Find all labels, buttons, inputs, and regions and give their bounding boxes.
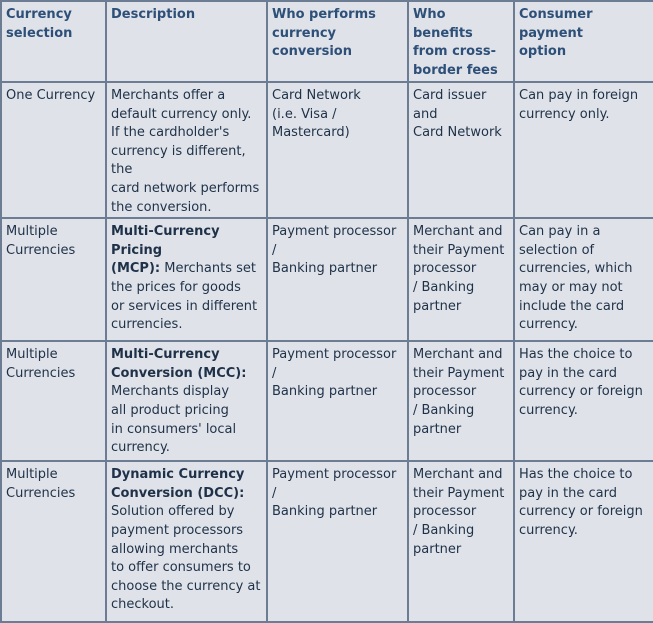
cell-who-benefits: Merchant and their Payment processor / Banking partner xyxy=(408,461,514,622)
cell-who-performs: Payment processor / Banking partner xyxy=(267,461,408,622)
cell-payment-option: Can pay in a selection of currencies, which may or may not include the card currency. xyxy=(514,218,653,341)
header-row xyxy=(1,1,653,82)
cell-payment-option: Has the choice to pay in the card currency or foreign currency. xyxy=(514,461,653,622)
table-row xyxy=(1,341,653,461)
cell-description xyxy=(106,218,267,341)
cell-description xyxy=(106,82,267,218)
description-term: Multi-Currency Conversion (MCC): xyxy=(111,347,247,381)
cell-who-benefits: Card issuer and Card Network xyxy=(408,82,514,218)
header-who-performs-conversion: Who performs currency conversion xyxy=(267,1,408,82)
cell-who-performs: Payment processor / Banking partner xyxy=(267,341,408,461)
cell-who-benefits: Merchant and their Payment processor / Banking partner xyxy=(408,218,514,341)
cell-description xyxy=(106,461,267,622)
header-who-benefits: Who benefits from cross- border fees xyxy=(408,1,514,82)
cell-currency-selection: Multiple Currencies xyxy=(1,218,106,341)
description-term: Multi-Currency Pricing (MCP): xyxy=(111,224,220,277)
cell-payment-option: Has the choice to pay in the card currency or foreign currency. xyxy=(514,341,653,461)
cell-who-performs: Payment processor / Banking partner xyxy=(267,218,408,341)
cell-currency-selection: One Currency xyxy=(1,82,106,218)
table-row xyxy=(1,218,653,341)
description-text: Merchants set the prices for goods or services in different currencies. xyxy=(111,261,258,333)
cell-currency-selection: Multiple Currencies xyxy=(1,461,106,622)
description-term: Dynamic Currency Conversion (DCC): xyxy=(111,467,245,501)
cell-currency-selection: Multiple Currencies xyxy=(1,341,106,461)
cell-description xyxy=(106,341,267,461)
cell-payment-option: Can pay in foreign currency only. xyxy=(514,82,653,218)
header-currency-selection: Currency selection xyxy=(1,1,106,82)
header-consumer-payment-option: Consumer payment option xyxy=(514,1,653,82)
table-row xyxy=(1,82,653,218)
description-text: Merchants offer a default currency only. If the cardholder's currency is different, the card network performs the conversion. xyxy=(111,88,260,215)
cell-who-benefits: Merchant and their Payment processor / Banking partner xyxy=(408,341,514,461)
description-text: Solution offered by payment processors allowing merchants to offer consumers to choose the currency at checkout. xyxy=(111,504,261,613)
table-row xyxy=(1,461,653,622)
cell-who-performs: Card Network (i.e. Visa / Mastercard) xyxy=(267,82,408,218)
description-text: Merchants display all product pricing in consumers' local currency. xyxy=(111,384,237,456)
header-description: Description xyxy=(106,1,267,82)
